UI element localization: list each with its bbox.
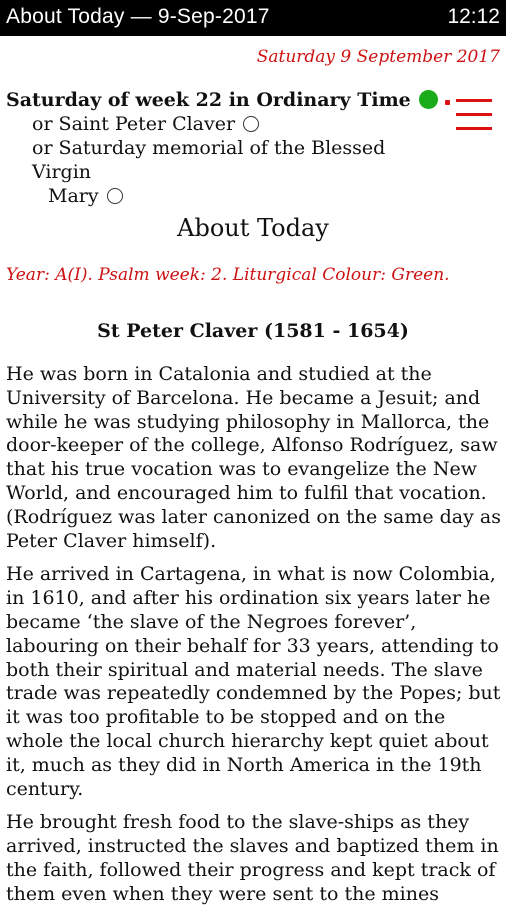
radio-selected-icon[interactable] xyxy=(419,90,438,109)
celebration-label: or Saint Peter Claver xyxy=(32,113,236,135)
celebration-option-memorial[interactable] xyxy=(6,136,446,184)
celebration-option-saint[interactable] xyxy=(6,112,446,136)
date-line[interactable]: Saturday 9 September 2017 xyxy=(256,47,500,67)
radio-unselected-icon[interactable] xyxy=(243,116,259,132)
paragraph: He was born in Catalonia and studied at the University of Barcelona. He became a Jesuit; and while he was studying philosophy in Mallorca, the door-keeper of the college, Alfonso Rodríguez, saw that his true vocation was to evangelize the New World, and encouraged him to fulfil that vocation. (Rodríguez was later canonized on the same day as Peter Claver himself). xyxy=(6,363,501,552)
celebration-options xyxy=(6,88,446,208)
celebration-label: Mary xyxy=(48,185,99,207)
clock: 12:12 xyxy=(447,5,500,28)
season-info: Year: A(I). Psalm week: 2. Liturgical Colour: Green. xyxy=(6,265,450,285)
celebration-option-ordinary[interactable] xyxy=(6,88,446,112)
status-bar xyxy=(0,0,506,36)
app-title: About Today — 9-Sep-2017 xyxy=(6,5,270,28)
paragraph: He arrived in Cartagena, in what is now Colombia, in 1610, and after his ordination six years later he became ‘the slave of the Negroes forever’, labouring on their behalf for 33 years, attending to both their spiritual and material needs. The slave trade was repeatedly condemned by the Popes; but it was too profitable to be stopped and on the whole the local church hierarchy kept quiet about it, much as they did in North America in the 19th century. xyxy=(6,563,501,800)
celebration-label: Saturday of week 22 in Ordinary Time xyxy=(6,89,411,111)
menu-bar xyxy=(456,99,492,102)
menu-dot xyxy=(445,100,450,105)
radio-unselected-icon[interactable] xyxy=(107,188,123,204)
menu-bar xyxy=(456,113,492,116)
celebration-option-memorial-cont[interactable] xyxy=(6,184,446,208)
hamburger-menu-icon[interactable] xyxy=(445,96,495,136)
menu-bar xyxy=(456,127,492,130)
celebration-label: or Saturday memorial of the Blessed Virgin xyxy=(32,137,386,183)
page-heading: About Today xyxy=(177,214,329,242)
saint-title: St Peter Claver (1581 - 1654) xyxy=(97,320,409,342)
paragraph: He brought fresh food to the slave-ships as they arrived, instructed the slaves and baptized them in the faith, followed their progress and kept track of them even when they were sent to the mines xyxy=(6,811,499,905)
article-body xyxy=(6,363,502,917)
